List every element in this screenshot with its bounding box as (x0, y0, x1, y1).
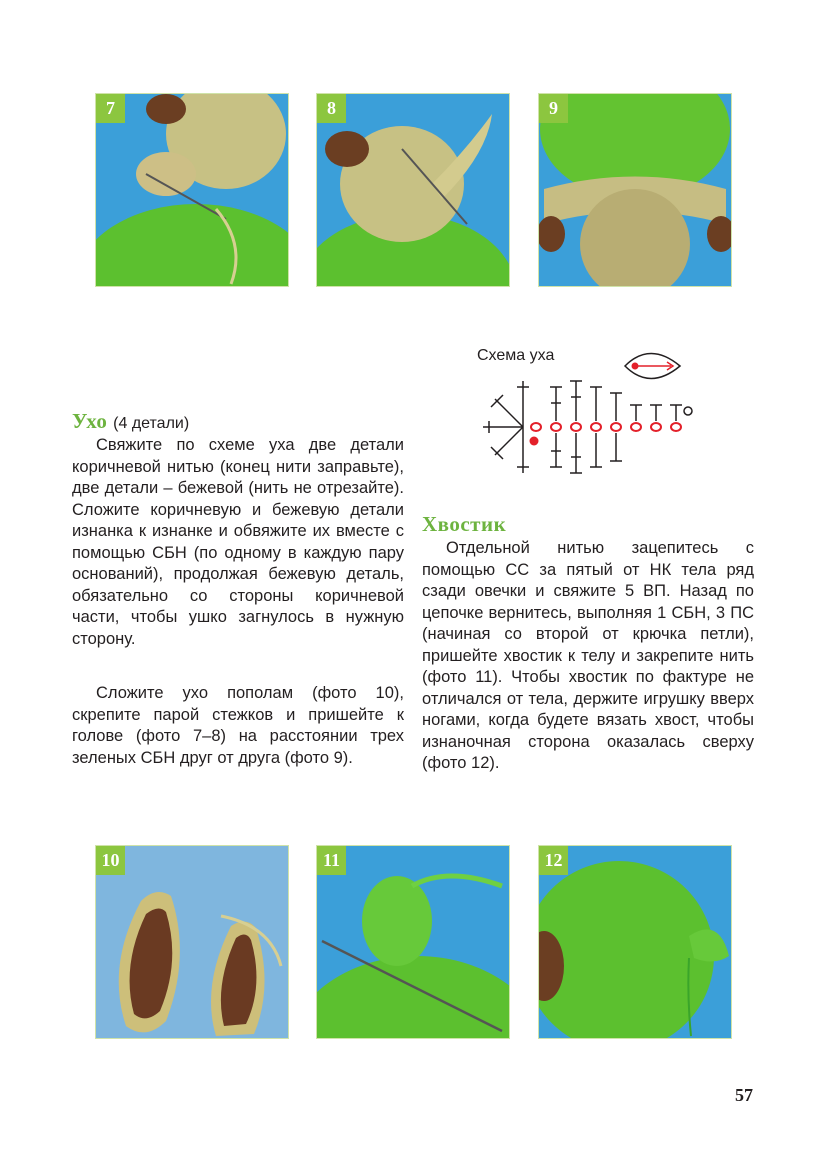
photo-number: 9 (539, 94, 568, 123)
ear-section-title (72, 409, 189, 434)
tail-title: Хвостик (422, 512, 507, 536)
ear-paragraph-2: Сложите ухо пополам (фото 10), скрепите парой стежков и пришейте к голове (фото 7–8) на расстоянии трех зеленых СБН друг от друга (фото 9). (72, 684, 404, 767)
photo-number: 7 (96, 94, 125, 123)
ear-subtitle: (4 детали) (113, 415, 190, 432)
photo-7 (95, 93, 289, 287)
photo-8 (316, 93, 510, 287)
photo-number: 10 (96, 846, 125, 875)
ear-paragraph-1: Свяжите по схеме уха две детали коричневой нитью (конец нити заправьте), две детали – бежевой (нить не отрезайте). Сложите коричневую и бежевую детали изнанка к изнанке и обвяжите их вместе с помощью СБН (по одному в каждую пару оснований), продолжая бежевую деталь, обязательно со стороны коричневой части, чтобы ушко загнулось в нужную сторону. (72, 436, 404, 648)
ear-title: Ухо (72, 409, 108, 433)
scheme-label: Схема уха (477, 347, 555, 364)
photo-12 (538, 845, 732, 1039)
photo-10 (95, 845, 289, 1039)
ear-scheme-diagram (475, 343, 705, 483)
photo-9 (538, 93, 732, 287)
page-number: 57 (735, 1085, 753, 1105)
photo-number: 12 (539, 846, 568, 875)
photo-number: 8 (317, 94, 346, 123)
photo-number: 11 (317, 846, 346, 875)
photo-11 (316, 845, 510, 1039)
tail-paragraph: Отдельной нитью зацепитесь с помощью СС за пятый от НК тела ряд сзади овечки и свяжите 5 ВП. Назад по цепочке вернитесь, выполняя 1 СБН, 3 ПС (начиная со второй от крючка петли), пришейте хвостик к телу и закрепите нить (фото 11). Чтобы хвостик по фактуре не отличался от тела, держите игрушку вверх ногами, когда будете вязать хвост, чтобы изнаночная сторона оказалась сверху (фото 12). (422, 539, 754, 772)
